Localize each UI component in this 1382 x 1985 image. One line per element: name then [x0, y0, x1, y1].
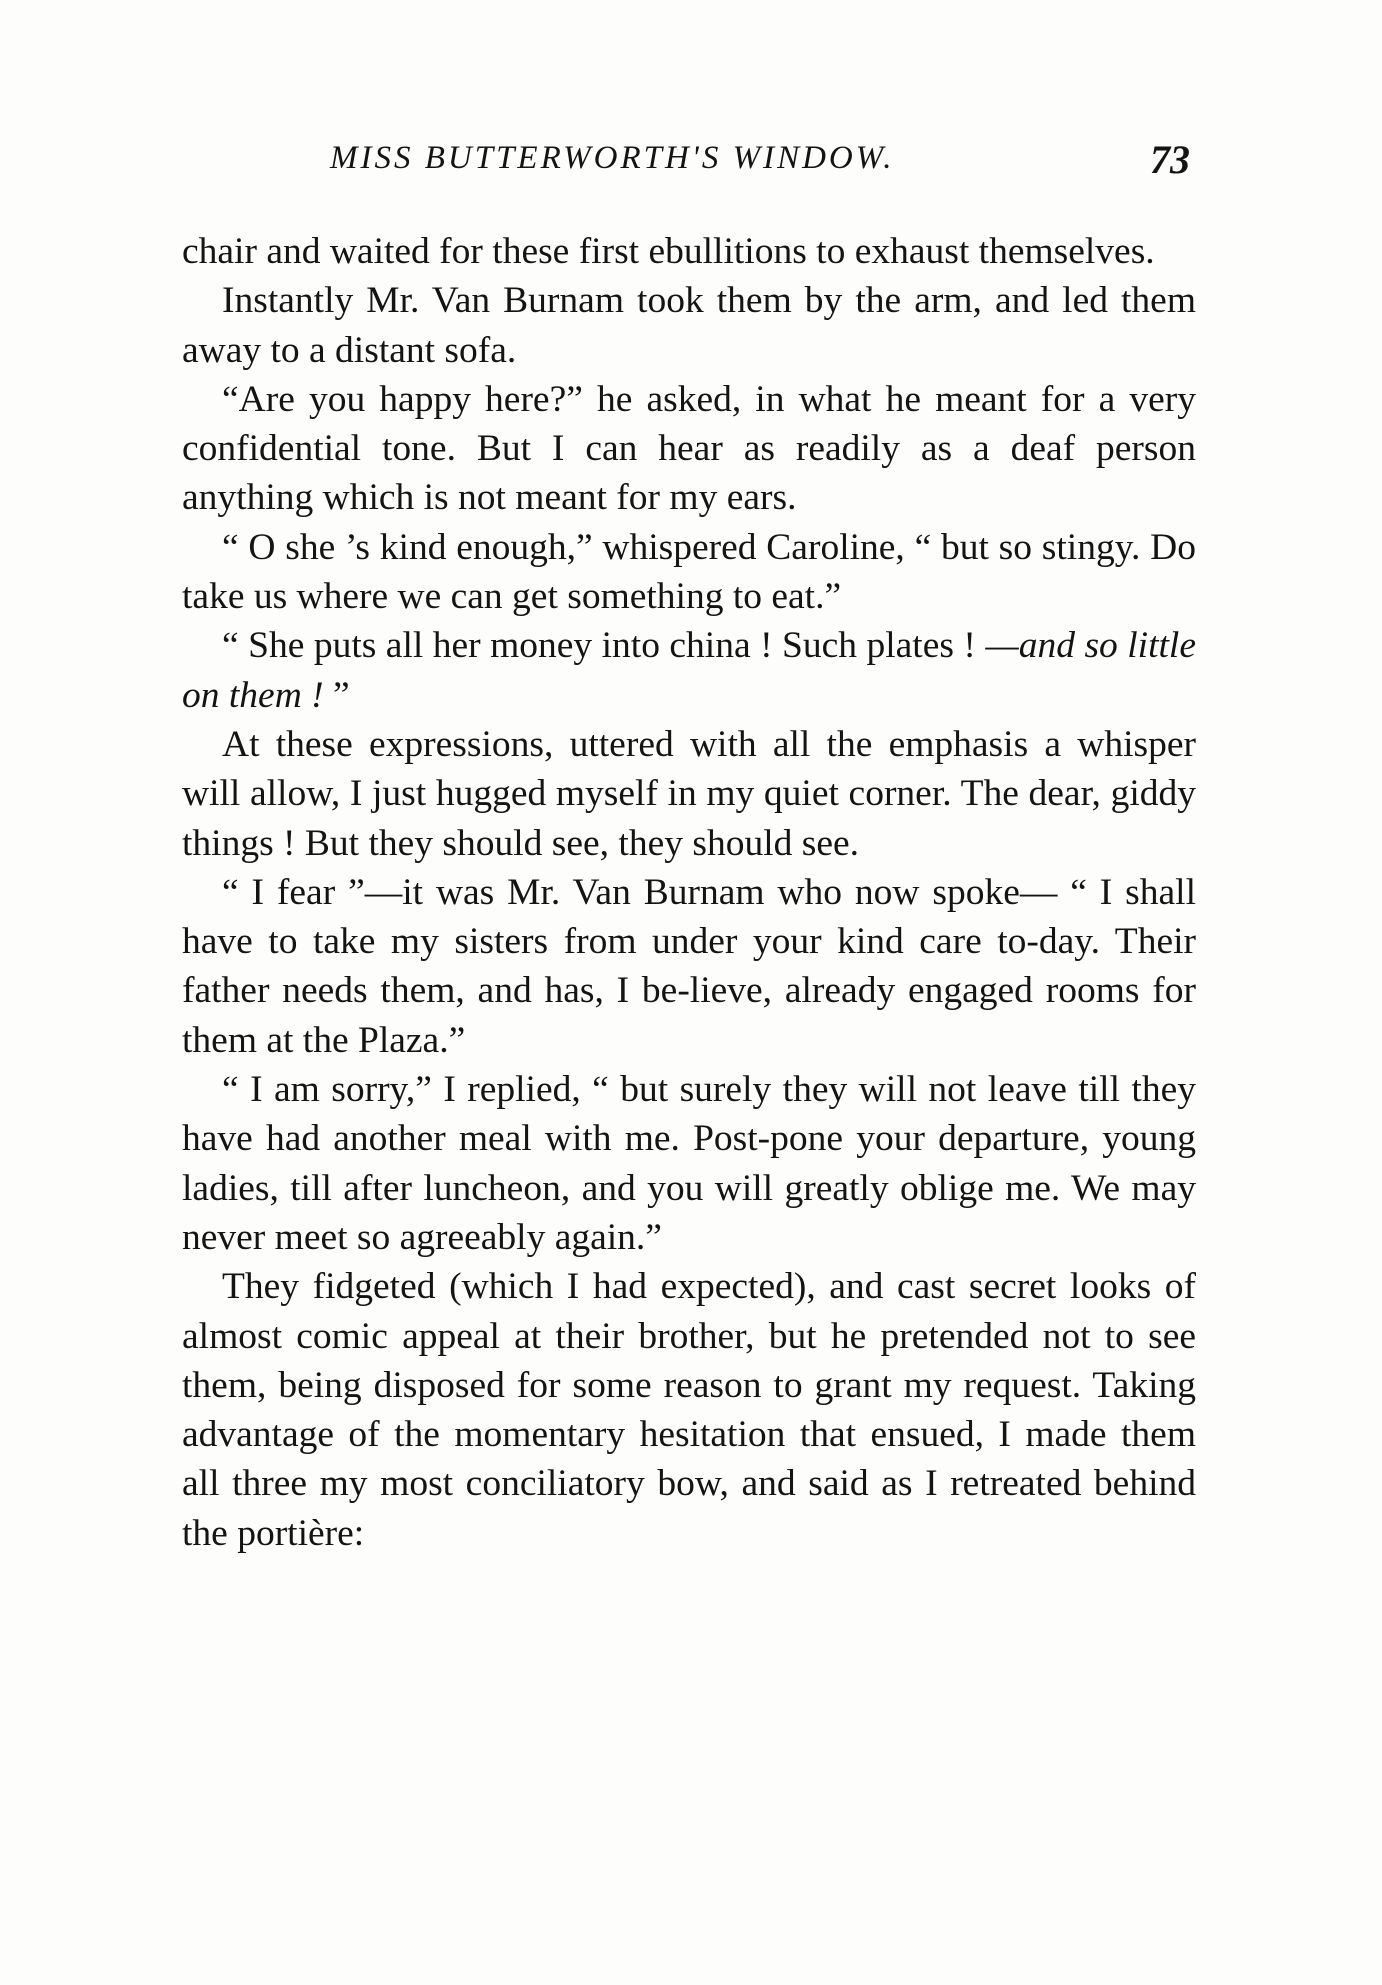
paragraph: They fidgeted (which I had expected), and cast secret looks of almost comic appeal at their brother, but he pretended not to see them, being disposed for some reason to grant my request. Taking advantage of the momentary hesitation that ensued, I made them all three my most conciliatory bow, and said as I retreated behind the portière:	[182, 1266, 1196, 1554]
paragraph: chair and waited for these first ebullitions to exhaust themselves.	[182, 231, 1155, 272]
page-number: 73	[1150, 137, 1190, 182]
closing-quote: ”	[323, 674, 350, 716]
paragraph: Instantly Mr. Van Burnam took them by the arm, and led them away to a distant sofa.	[182, 280, 1196, 371]
paragraph: “Are you happy here?” he asked, in what he meant for a very confidential tone. But I can hear as readily as a deaf person anything which is not meant for my ears.	[182, 378, 1196, 519]
running-header	[182, 136, 1196, 186]
running-title: MISS BUTTERWORTH'S WINDOW.	[330, 140, 895, 176]
italic-text: —and so little on them !	[182, 625, 1196, 716]
paragraph: “ I am sorry,” I replied, “ but surely they will not leave till they have had another meal with me. Post-pone your departure, young ladies, till after luncheon, and you will greatly oblige me. We may never meet so agreeably again.”	[182, 1069, 1196, 1258]
paragraph: “ O she ’s kind enough,” whispered Caroline, “ but so stingy. Do take us where we can get something to eat.”	[182, 526, 1196, 618]
paragraph	[182, 621, 1196, 720]
paragraph-text: “ She puts all her money into china ! Such plates !	[222, 625, 976, 667]
paragraph: “ I fear ”—it was Mr. Van Burnam who now spoke— “ I shall have to take my sisters from under your kind care to-day. Their father needs them, and has, I be-lieve, already engaged rooms for them at the Plaza.”	[182, 871, 1196, 1061]
body-text	[182, 227, 1196, 1558]
paragraph: At these expressions, uttered with all the emphasis a whisper will allow, I just hugged myself in my quiet corner. The dear, giddy things ! But they should see, they should see.	[182, 723, 1196, 864]
